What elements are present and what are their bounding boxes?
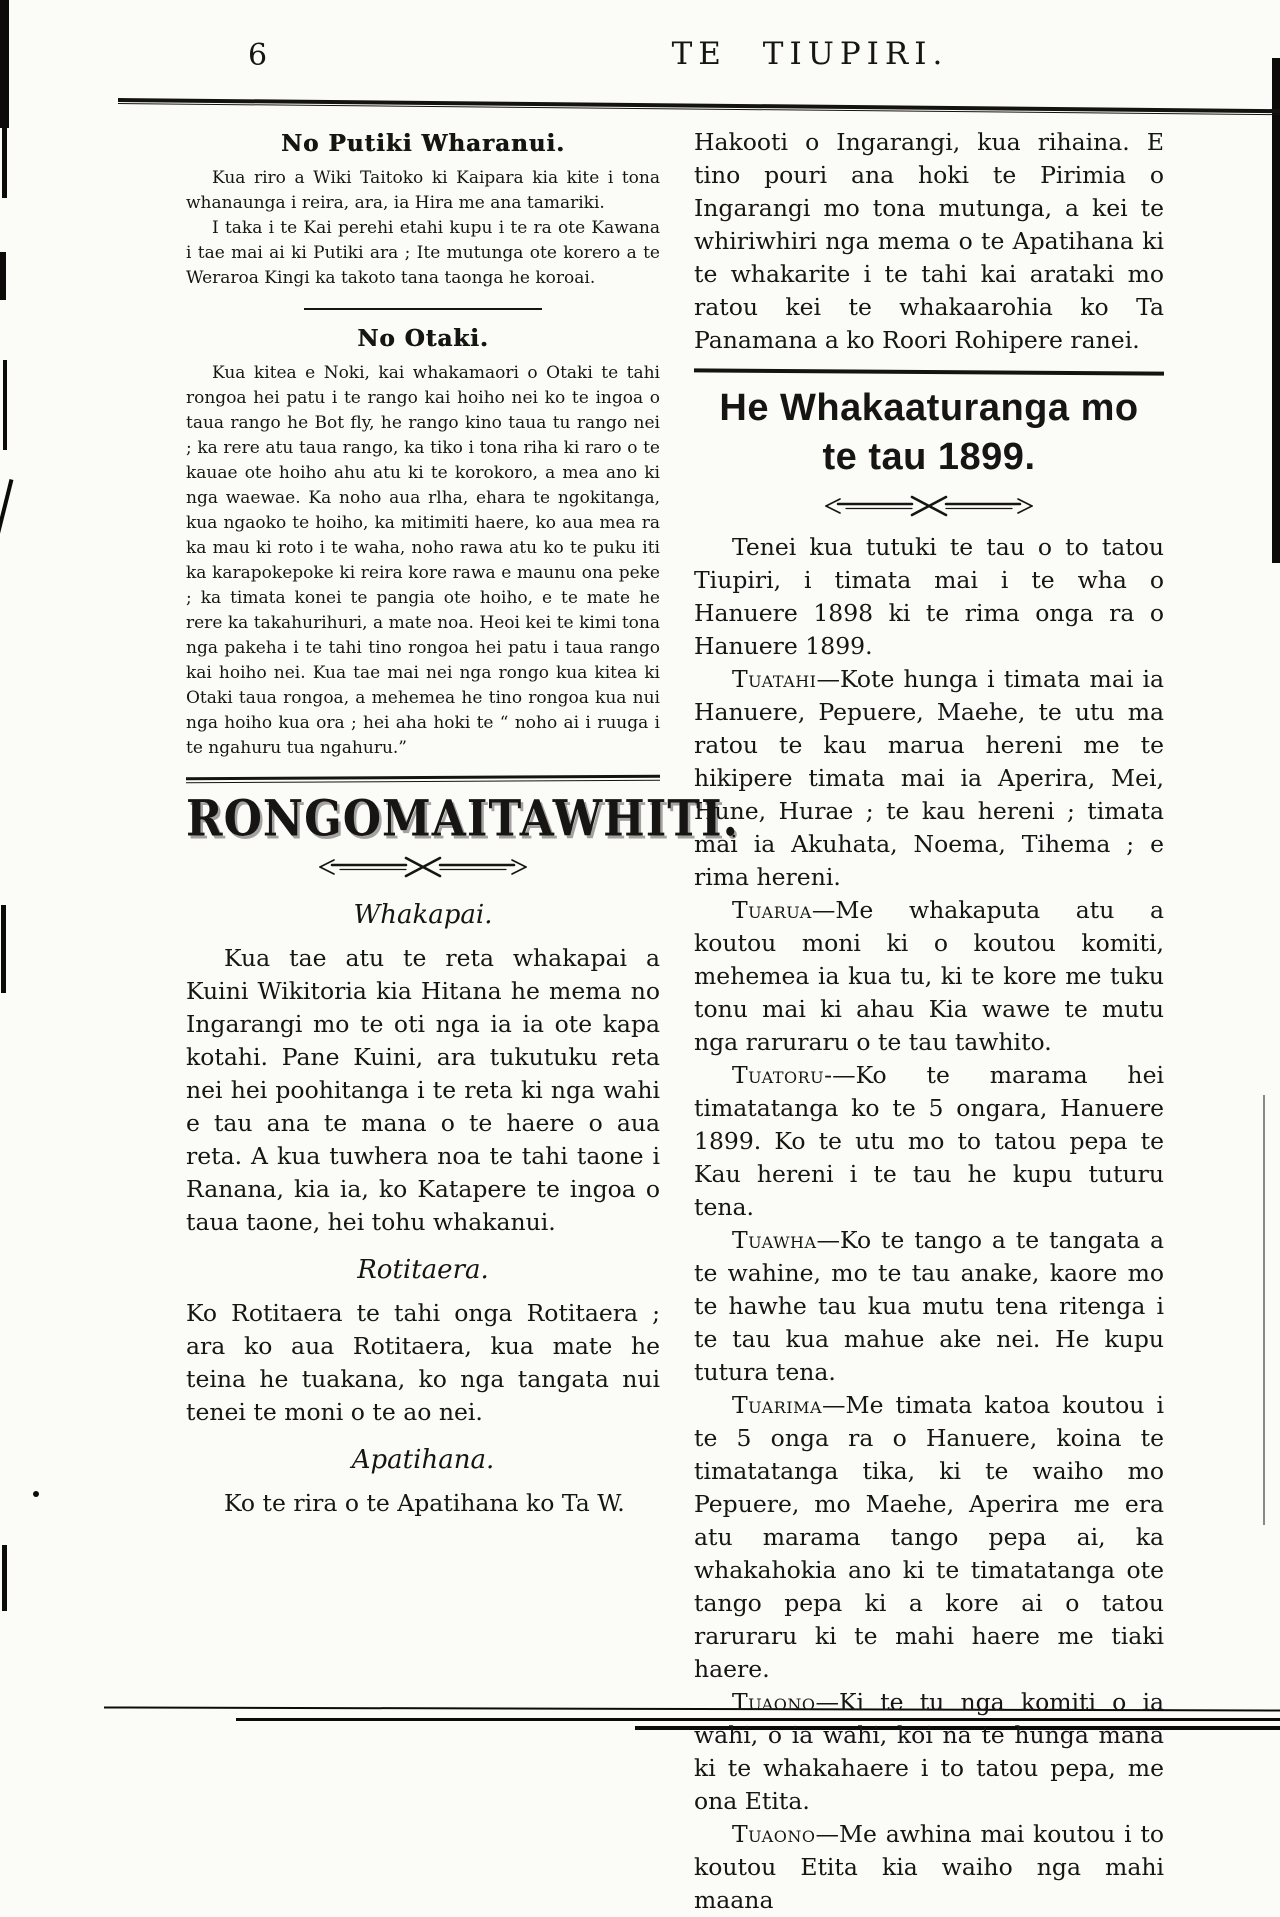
subsection-title-rotitaera: Rotitaera. <box>357 1255 489 1286</box>
left-column <box>186 126 739 1917</box>
scan-artifact <box>1272 58 1280 563</box>
subsection-title-whakapai: Whakapai. <box>353 900 493 931</box>
paragraph: Ko Rotitaera te tahi onga Rotitaera ; ara ko aua Rotitaera, kua mate he teina he tuakana, ko nga tangata nui tenei te moni o te ao nei. <box>186 1299 660 1427</box>
scan-artifact <box>1 905 6 993</box>
item-label: Tuatahi <box>732 664 817 693</box>
paragraph: Kua kitea e Noki, kai whakamaori o Otaki te tahi rongoa hei patu i te rango kai hoiho nei ko te ingoa o taua rango he Bot fly, he rango kino taua tu rango nei ; ka rere atu taua rango, ka tiko i tona riha ki raro o te kauae ote hoiho ahu atu ki te korokoro, a mea ano ki nga waewae. Ka noho aua rlha, ehara te ngokitanga, kua ngaoko te hoiho, ka mitimiti haere, ko aua mea ra ka mau ki roto i te waha, noho rawa atu ko te puku iti ka karapokepoke ki reira kore rawa e maunu ona peke ; ka timata konei te pangia ote hoiho, e te mate he rere ka takahurihuri, a mate noa. Heoi kei te kimi tona nga pakeha i te tahi tino rongoa hei patu i taua rango kai hoiho nei. Kua tae mai nei nga rongo kua kitea ki Otaki taua rongoa, a mehemea he tino rongoa kua nui nga hoiho kua ora ; hei aha hoki te “ noho ai i ruuga i te ngahuru tua ngahuru.” <box>186 363 660 758</box>
item-label: Tuaono <box>732 1687 816 1716</box>
scan-artifact <box>2 1545 7 1611</box>
item-text: —Me whakaputa atu a koutou moni ki o koutou komiti, mehemea ia kua tu, ki te kore me tuku tonu mai ki ahau Kia wawe te mutu nga raruraru o te tau tawhito. <box>694 895 1164 1056</box>
item-text: —Me awhina mai koutou i to koutou Etita kia waiho nga mahi maana <box>694 1819 1164 1914</box>
article-intro-paragraph: Tenei kua tutuki te tau o to tatou Tiupiri, i timata mai i te wha o Hanuere 1898 ki te rima onga ra o Hanuere 1899. <box>694 532 1164 660</box>
continuation-paragraph: Hakooti o Ingarangi, kua rihaina. E tino pouri ana hoki te Pirimia o Ingarangi mo tona mutunga, a kei te whiriwhiri nga mema o te Apatihana ki te whakarite i te tahi kai arataki mo ratou kei te whakaarohia ko Ta Panamana a ko Roori Rohipere ranei. <box>694 128 1164 354</box>
section-title-otaki: No Otaki. <box>357 325 489 352</box>
double-rule <box>186 775 660 783</box>
scan-artifact <box>3 360 7 450</box>
crossed-rule-ornament-icon <box>824 493 1034 519</box>
article-title-line-2: te tau 1899. <box>822 436 1036 479</box>
paragraph: Kua tae atu te reta whakapai a Kuini Wikitoria kia Hitana he mema no Ingarangi mo te oti nga ia ia ote kapa kotahi. Pane Kuini, ara tukutuku reta nei hei poohitanga i te reta ki nga wahi e tau ana te mana o te haere o aua reta. A kua tuwhera noa te tahi taone i Ranana, kia ia, ko Katapere te ingoa o taua taone, hei tohu whakanui. <box>186 944 660 1237</box>
scan-artifact <box>0 0 9 128</box>
paragraph: I taka i te Kai perehi etahi kupu i te ra ote Kawana i tae mai ai ki Putiki ara ; Ite mutunga ote korero a te Weraroa Kingi ka takoto tana taonga he koroai. <box>186 218 660 288</box>
item-text: -—Ko te marama hei timatatanga ko te 5 ongara, Hanuere 1899. Ko te utu mo to tatou pepa te Kau hereni i te tau he kupu tuturu tena. <box>694 1060 1164 1221</box>
divider-ornament <box>694 493 1164 523</box>
article-item-paragraph <box>694 1686 1164 1818</box>
scan-artifact <box>1263 1095 1265 1525</box>
article-item-paragraph <box>694 1059 1164 1224</box>
crossed-rule-ornament-icon <box>318 854 528 880</box>
item-label: Tuatoru <box>732 1060 825 1089</box>
column-layout <box>186 126 1164 1917</box>
feature-masthead: RONGOMAITAWHITI. <box>186 790 739 848</box>
item-label: Tuaono <box>732 1819 816 1848</box>
scan-artifact <box>0 479 13 572</box>
section-divider-rule <box>304 308 542 310</box>
item-label: Tuawha <box>732 1225 817 1254</box>
scan-artifact <box>33 1491 39 1497</box>
article-item-paragraph <box>694 1224 1164 1389</box>
scan-artifact <box>2 128 7 198</box>
divider-ornament <box>186 854 660 884</box>
item-text: —Ko te tango a te tangata a te wahine, mo te tau anake, kaore mo te hawhe tau kua mutu tena ritenga i te tau kua mahue ake nei. He kupu tutura tena. <box>694 1225 1164 1386</box>
item-label: Tuarua <box>732 895 812 924</box>
scan-artifact <box>0 252 6 300</box>
page-number: 6 <box>248 38 268 73</box>
article-item-paragraph <box>694 1818 1164 1917</box>
right-column <box>694 126 1164 1917</box>
article-title <box>694 384 1164 483</box>
article-item-paragraph <box>694 894 1164 1059</box>
article-title-line-1: He Whakaaturanga mo <box>719 387 1139 429</box>
article-item-paragraph <box>694 1389 1164 1686</box>
article-top-rule <box>694 368 1164 375</box>
paragraph: Kua riro a Wiki Taitoko ki Kaipara kia kite i tona whanaunga i reira, ara, ia Hira me ana tamariki. <box>186 168 660 213</box>
item-text: —Kote hunga i timata mai ia Hanuere, Pepuere, Maehe, te utu ma ratou te kau marua hereni me te hikipere timata mai ia Aperira, Mei, Hune, Hurae ; te kau hereni ; timata mai ia Akuhata, Noema, Tihema ; e rima hereni. <box>694 664 1164 891</box>
item-text: —Me timata katoa koutou i te 5 onga ra o Hanuere, koina te timatatanga tika, ki te waiho mo Pepuere, mo Maehe, Aperira me era atu marama tango pepa ai, ka whakahokia ano ki te timatatanga ote tango pepa ki a kore ai o tatou raruraru ki te mahi haere me tiaki haere. <box>694 1390 1164 1683</box>
section-title-putiki: No Putiki Wharanui. <box>280 130 566 157</box>
header-rule <box>118 98 1280 115</box>
subsection-title-apatihana: Apatihana. <box>351 1445 495 1476</box>
item-text: —Ki te tu nga komiti o ia wahi, o ia wahi, koi na te hunga mana ki te whakahaere i to tatou pepa, me ona Etita. <box>694 1687 1164 1815</box>
masthead-title: TE TIUPIRI. <box>671 36 949 72</box>
item-label: Tuarima <box>732 1390 823 1419</box>
article-item-paragraph <box>694 663 1164 894</box>
paragraph: Ko te rira o te Apatihana ko Ta W. <box>224 1489 625 1518</box>
